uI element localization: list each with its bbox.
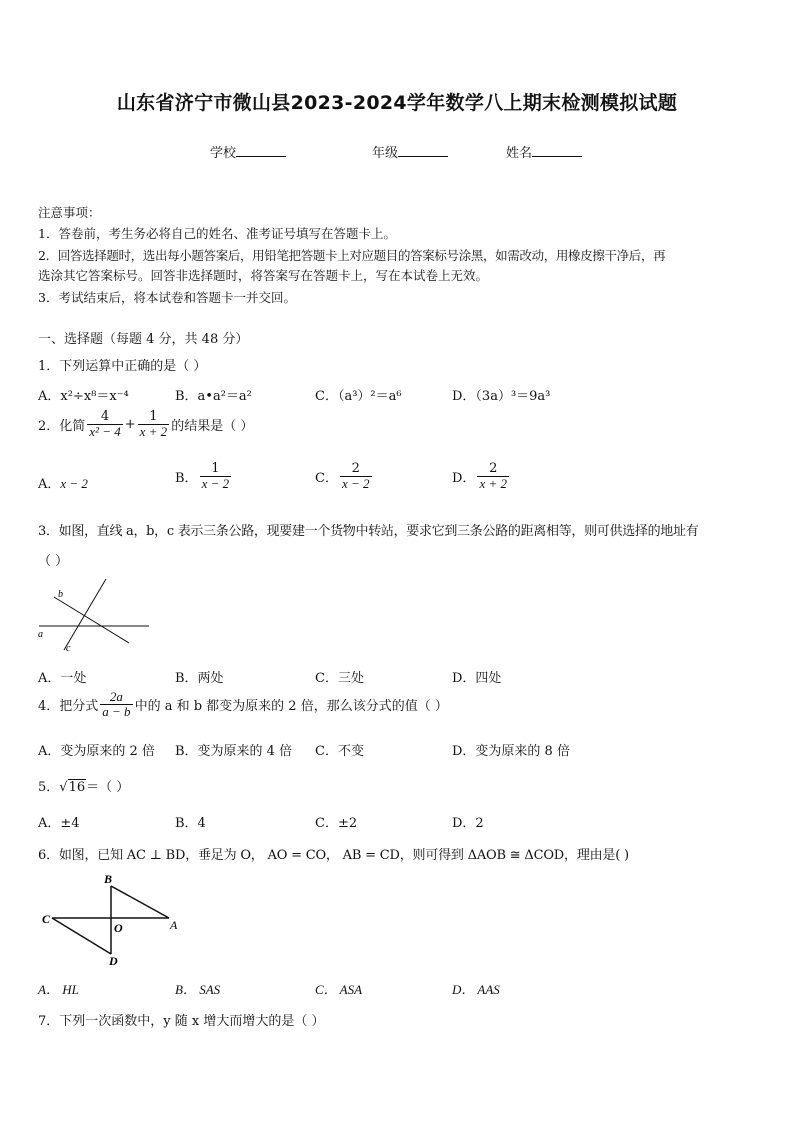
q5-option-d[interactable]: D．2 [452, 816, 484, 831]
q2-f2-den: x + 2 [139, 424, 168, 440]
q2-d-den: x + 2 [479, 476, 507, 492]
label-O: O [114, 921, 123, 935]
q3-option-a[interactable]: A．一处 [38, 671, 87, 686]
q2-d-label: D． [452, 471, 476, 487]
q5-prefix: 5． [38, 780, 60, 795]
q2-b-fraction [200, 462, 232, 492]
q2-a-label: A． [38, 477, 61, 492]
q2-fraction-2 [138, 410, 170, 440]
q4-option-b[interactable]: B．变为原来的 4 倍 [175, 744, 293, 759]
q3-option-c[interactable]: C．三处 [315, 671, 364, 686]
label-C: C [42, 912, 51, 926]
page-title: 山东省济宁市微山县2023-2024学年数学八上期末检测模拟试题 [116, 92, 678, 114]
segment-cd [52, 918, 111, 954]
label-a: a [38, 629, 43, 640]
q3-option-d[interactable]: D．四处 [452, 671, 502, 686]
q2-c-fraction [340, 462, 372, 492]
label-A: A [170, 918, 178, 932]
name-blank[interactable] [532, 144, 582, 157]
school-label: 学校 [210, 146, 237, 161]
q2-option-a[interactable] [38, 473, 88, 492]
q5-option-b[interactable]: B．4 [175, 816, 206, 831]
q4-den: a − b [102, 704, 131, 720]
q2-f1-den: x² − 4 [89, 424, 121, 440]
q2-plus: + [124, 417, 136, 433]
question-1-stem: 1．下列运算中正确的是（ ） [38, 359, 207, 374]
q2-c-label: C． [315, 471, 338, 487]
question-4-stem [38, 690, 448, 720]
label-B: B [104, 872, 113, 886]
q2-b-num: 1 [211, 461, 220, 476]
section-heading: 一、选择题（每题 4 分，共 48 分） [38, 332, 249, 347]
q5-radicand: 16 [68, 780, 86, 795]
q2-b-den: x − 2 [201, 476, 230, 492]
name-label: 姓名 [506, 146, 533, 161]
q2-b-label: B． [175, 471, 198, 487]
question-5-stem [38, 776, 129, 795]
q1-option-a[interactable]: A．x²÷x⁸＝x⁻⁴ [38, 389, 129, 404]
question-7-stem: 7．下列一次函数中，y 随 x 增大而增大的是（ ） [38, 1014, 325, 1029]
q4-fraction [100, 690, 132, 720]
q2-f2-num: 1 [149, 409, 158, 424]
q5-option-a[interactable]: A．±4 [38, 816, 80, 831]
notice-item-3: 3．考试结束后，将本试卷和答题卡一并交回。 [38, 290, 296, 305]
q2-fraction-1 [87, 410, 122, 440]
grade-blank[interactable] [398, 144, 448, 157]
q4-option-a[interactable]: A．变为原来的 2 倍 [38, 744, 155, 759]
notice-heading: 注意事项： [38, 205, 101, 220]
question-2-stem [38, 410, 253, 440]
q2-c-den: x − 2 [341, 476, 370, 492]
q2-d-fraction [477, 462, 509, 492]
sqrt-icon: √ [59, 780, 68, 795]
q4-option-d[interactable]: D．变为原来的 8 倍 [452, 744, 570, 759]
q5-suffix: ＝（ ） [86, 780, 130, 795]
q6-option-b[interactable]: B． SAS [175, 982, 221, 997]
q3-option-b[interactable]: B．两处 [175, 671, 224, 686]
grade-label: 年级 [372, 146, 399, 161]
q2-a-value: x − 2 [60, 476, 88, 491]
q2-c-num: 2 [351, 461, 360, 476]
label-D: D [109, 954, 118, 968]
q2-prefix: 2．化简 [38, 419, 86, 435]
label-b: b [58, 589, 63, 600]
q2-suffix: 的结果是（ ） [171, 419, 254, 435]
notice-item-2-line-2: 选涂其它答案标号。回答非选择题时，将答案写在答题卡上，写在本试卷上无效。 [38, 268, 489, 283]
triangles-figure [38, 868, 188, 968]
roads-figure [34, 575, 154, 655]
q1-option-b[interactable]: B．a•a²＝a² [175, 389, 252, 404]
q4-prefix: 4．把分式 [38, 699, 99, 715]
grade-field[interactable] [372, 142, 448, 161]
q5-option-c[interactable]: C．±2 [315, 816, 358, 831]
q6-option-a[interactable]: A． HL [38, 982, 79, 997]
q2-option-d[interactable] [452, 462, 511, 492]
name-field[interactable] [506, 142, 582, 161]
notice-item-2-line-1: 2．回答选择题时，选出每小题答案后，用铅笔把答题卡上对应题目的答案标号涂黑，如需改动，用橡皮擦干净后，再 [38, 248, 666, 263]
q6-option-d[interactable]: D． AAS [452, 982, 500, 997]
school-blank[interactable] [236, 144, 286, 157]
q2-d-num: 2 [489, 461, 498, 476]
q2-f1-num: 4 [100, 409, 110, 424]
label-c: c [66, 643, 71, 654]
school-field[interactable] [210, 142, 286, 161]
q2-option-b[interactable] [175, 462, 233, 492]
line-c [64, 579, 106, 650]
q6-option-c[interactable]: C． ASA [315, 982, 363, 997]
q4-num: 2a [109, 689, 123, 704]
segment-ba [111, 886, 169, 918]
question-3-stem-line-1: 3．如图，直线 a，b，c 表示三条公路，现要建一个货物中转站，要求它到三条公路的距离相等，则可供选择的地址有 [38, 524, 699, 539]
q2-option-c[interactable] [315, 462, 374, 492]
q4-option-c[interactable]: C．不变 [315, 744, 364, 759]
question-3-stem-line-2: （ ） [38, 554, 69, 569]
notice-item-1: 1．答卷前，考生务必将自己的姓名、准考证号填写在答题卡上。 [38, 226, 396, 241]
q1-option-c[interactable]: C．（a³）²＝a⁶ [315, 389, 402, 404]
q1-option-d[interactable]: D．（3a）³＝9a³ [452, 389, 551, 404]
q4-suffix: 中的 a 和 b 都变为原来的 2 倍，那么该分式的值（ ） [134, 699, 448, 715]
question-6-stem: 6．如图，已知 AC ⊥ BD，垂足为 O， AO = CO， AB = CD，则可得到 ΔAOB ≅ ΔCOD，理由是( ) [38, 848, 629, 863]
